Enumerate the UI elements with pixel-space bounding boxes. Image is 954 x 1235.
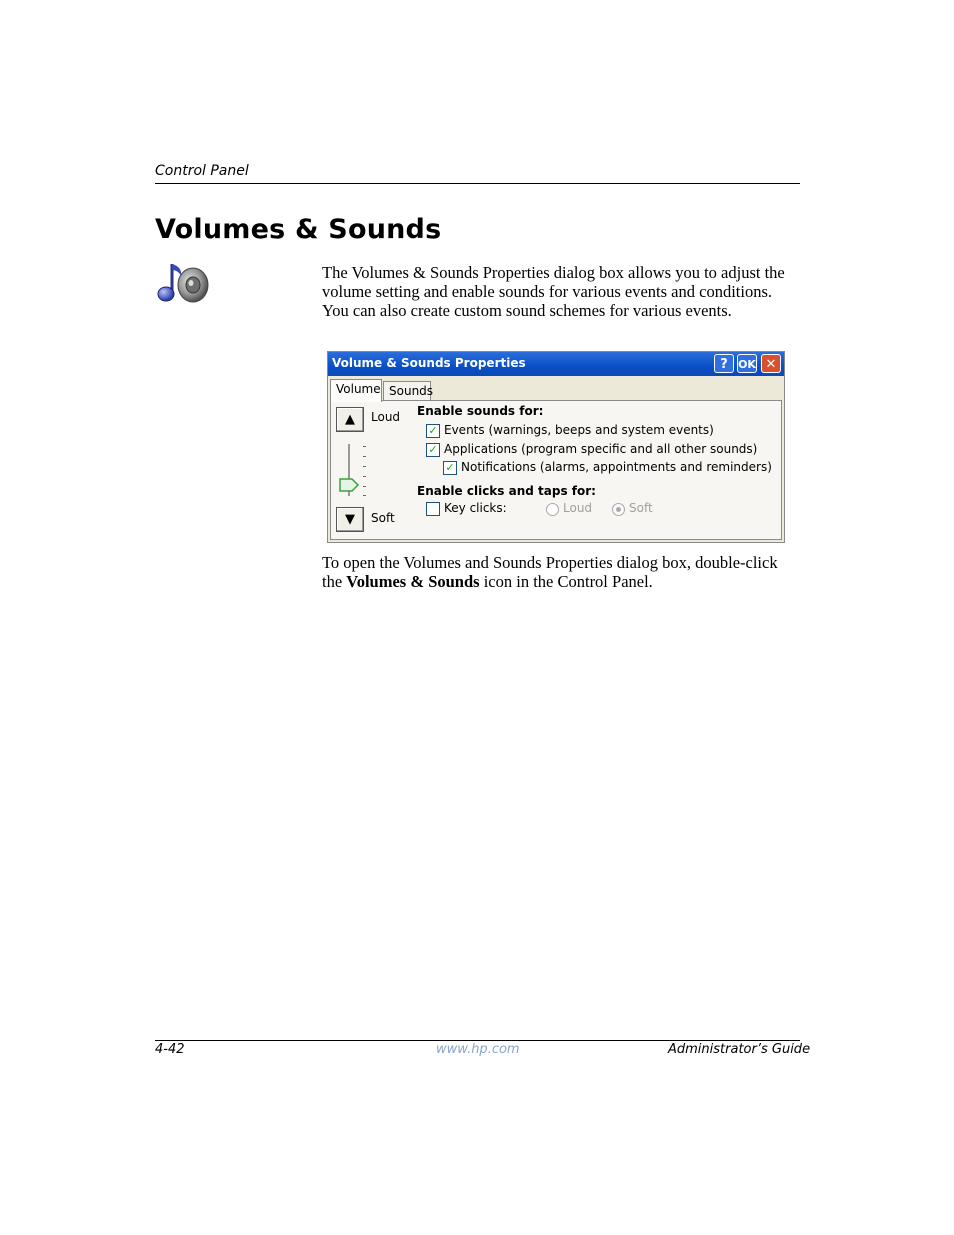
soft-radio-label: Soft bbox=[629, 501, 653, 515]
applications-checkbox[interactable]: ✓ bbox=[426, 443, 440, 457]
header-rule bbox=[155, 183, 800, 184]
key-clicks-label: Key clicks: bbox=[444, 501, 507, 515]
volume-down-button[interactable]: ▼ bbox=[336, 507, 364, 532]
notifications-label: Notifications (alarms, appointments and reminders) bbox=[461, 460, 772, 474]
volume-slider-ticks bbox=[363, 444, 367, 496]
tab-sounds[interactable]: Sounds bbox=[383, 381, 431, 401]
events-label: Events (warnings, beeps and system events) bbox=[444, 423, 714, 437]
soft-label: Soft bbox=[371, 511, 395, 525]
enable-sounds-heading: Enable sounds for: bbox=[417, 404, 544, 418]
footer-rule bbox=[155, 1040, 800, 1041]
events-checkbox[interactable]: ✓ bbox=[426, 424, 440, 438]
footer-url-link[interactable]: www.hp.com bbox=[436, 1042, 520, 1057]
page-title: Volumes & Sounds bbox=[155, 214, 442, 245]
running-header: Control Panel bbox=[155, 163, 249, 179]
tab-volume[interactable]: Volume bbox=[330, 379, 382, 402]
key-clicks-checkbox[interactable] bbox=[426, 502, 440, 516]
ok-button[interactable]: OK bbox=[737, 354, 757, 373]
page-number: 4-42 bbox=[155, 1042, 185, 1057]
outro-bold-term: Volumes & Sounds bbox=[346, 572, 480, 591]
volume-slider-thumb[interactable] bbox=[339, 477, 359, 491]
outro-text-before: To open the Volumes and Sounds Properties dialog box, double-click the bbox=[322, 553, 778, 591]
outro-paragraph bbox=[322, 553, 800, 591]
enable-clicks-heading: Enable clicks and taps for: bbox=[417, 484, 596, 498]
loud-label: Loud bbox=[371, 410, 401, 424]
volume-up-button[interactable]: ▲ bbox=[336, 407, 364, 432]
volume-sounds-dialog bbox=[327, 351, 785, 543]
close-button[interactable]: ✕ bbox=[761, 354, 781, 373]
intro-paragraph: The Volumes & Sounds Properties dialog box allows you to adjust the volume setting and enable sounds for various events and conditions. You can also create custom sound schemes for various events. bbox=[322, 263, 785, 320]
guide-title: Administrator’s Guide bbox=[668, 1042, 811, 1057]
dialog-title: Volume & Sounds Properties bbox=[332, 356, 526, 370]
help-button[interactable]: ? bbox=[714, 354, 734, 373]
notifications-checkbox[interactable]: ✓ bbox=[443, 461, 457, 475]
outro-text-after: icon in the Control Panel. bbox=[479, 572, 653, 591]
dialog-titlebar bbox=[328, 352, 784, 376]
speaker-music-note-icon bbox=[155, 258, 211, 308]
loud-radio[interactable] bbox=[546, 503, 559, 516]
loud-radio-label: Loud bbox=[563, 501, 593, 515]
applications-label: Applications (program specific and all other sounds) bbox=[444, 442, 758, 456]
soft-radio[interactable] bbox=[612, 503, 625, 516]
